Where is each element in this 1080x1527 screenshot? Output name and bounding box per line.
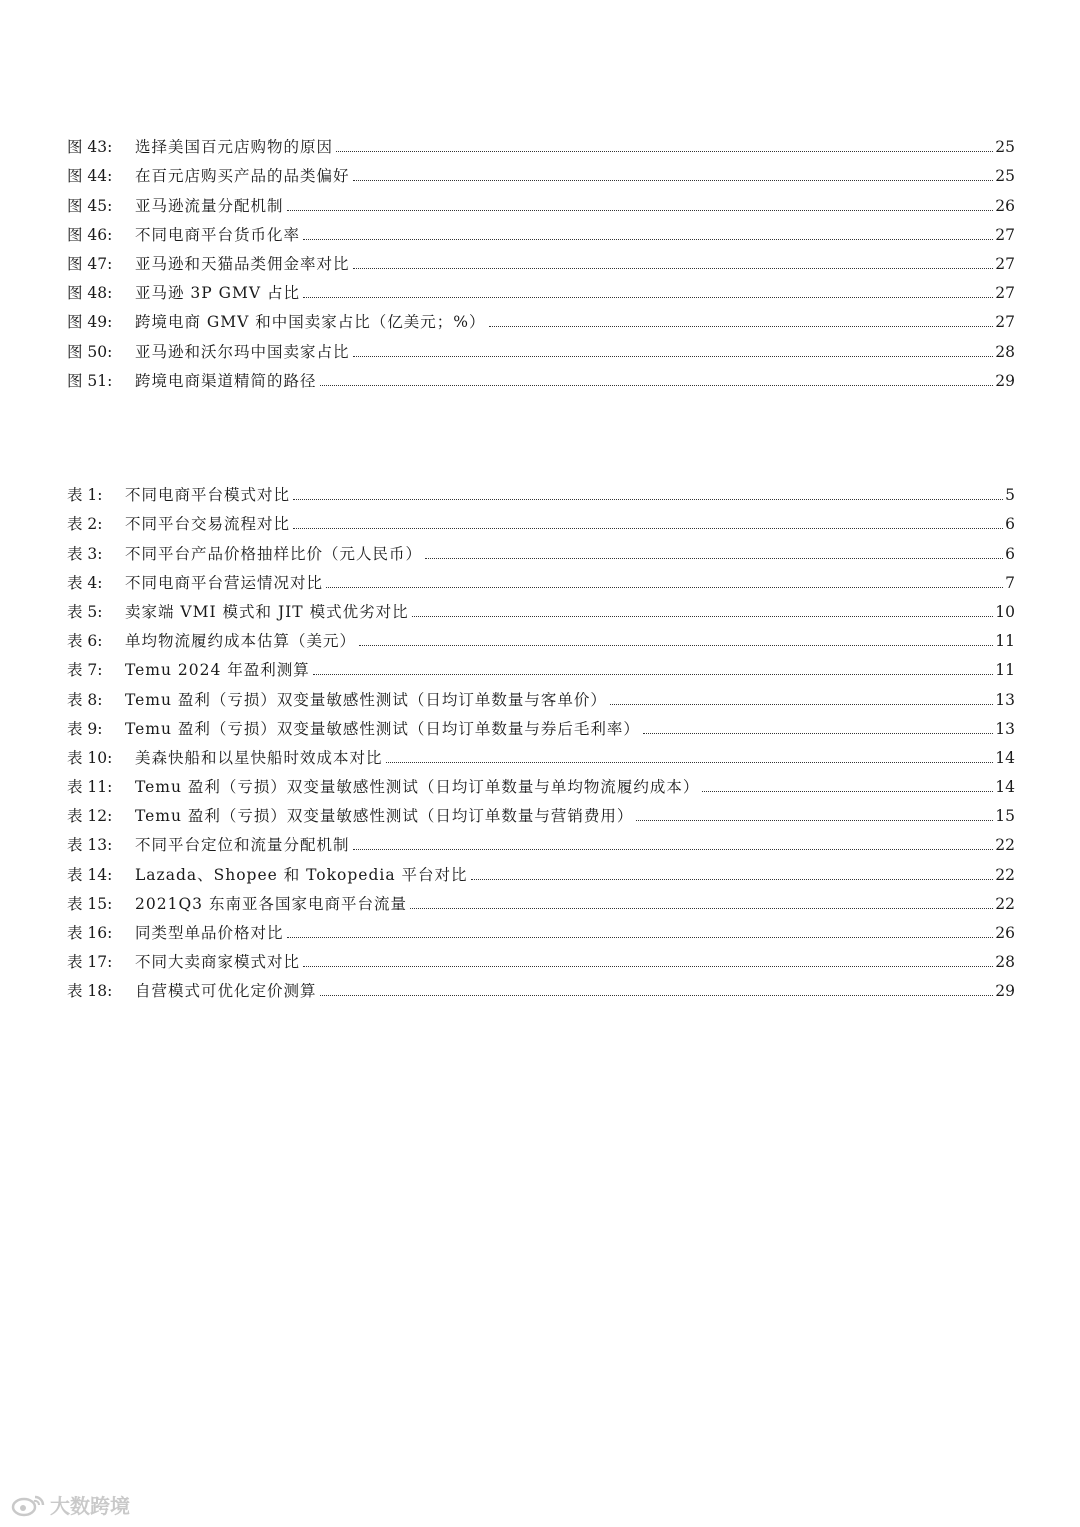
toc-entry-label: 图 51:	[67, 371, 113, 390]
dot-leader	[359, 645, 993, 646]
toc-entry-page-number: 25	[995, 138, 1015, 157]
toc-entry-title: Temu 盈利（亏损）双变量敏感性测试（日均订单数量与单均物流履约成本）	[135, 778, 700, 797]
dot-leader	[412, 616, 994, 617]
watermark	[10, 1490, 130, 1519]
toc-entry-title: 在百元店购买产品的品类偏好	[135, 167, 350, 186]
toc-entry-page-number: 11	[995, 632, 1015, 651]
toc-entry-label: 表 9:	[67, 719, 103, 738]
figure-toc-entry[interactable]	[67, 274, 1015, 303]
dot-leader	[353, 268, 994, 269]
figure-toc-entry[interactable]	[67, 332, 1015, 361]
dot-leader	[386, 762, 994, 763]
toc-entry-title: 不同电商平台模式对比	[125, 486, 291, 505]
toc-entry-page-number: 10	[995, 602, 1015, 621]
toc-entry-page-number: 11	[995, 661, 1015, 680]
dot-leader	[702, 791, 993, 792]
toc-entry-page-number: 28	[995, 953, 1015, 972]
toc-entry-label: 图 43:	[67, 138, 113, 157]
toc-entry-page-number: 6	[1005, 544, 1015, 563]
toc-entry-label: 表 16:	[67, 924, 113, 942]
toc-entry-page-number: 27	[995, 225, 1015, 244]
table-toc-entry[interactable]	[67, 739, 1015, 768]
toc-entry-page-number: 6	[1005, 515, 1015, 534]
table-toc-entry[interactable]	[67, 914, 1015, 943]
toc-entry-page-number: 26	[995, 924, 1015, 942]
figure-toc-entry[interactable]	[67, 186, 1015, 215]
table-toc-entry[interactable]	[67, 476, 1015, 505]
dot-leader	[353, 180, 994, 181]
table-toc-entry[interactable]	[67, 797, 1015, 826]
toc-entry-title: 不同电商平台营运情况对比	[125, 573, 324, 592]
table-toc-entry[interactable]	[67, 564, 1015, 593]
toc-entry-title: 跨境电商渠道精简的路径	[135, 371, 317, 390]
toc-entry-title: 亚马逊和天猫品类佣金率对比	[135, 254, 350, 273]
toc-entry-label: 图 44:	[67, 167, 113, 186]
toc-entry-title: 亚马逊 3P GMV 占比	[135, 284, 301, 303]
toc-entry-label: 表 8:	[67, 690, 103, 709]
figure-toc-entry[interactable]	[67, 128, 1015, 157]
toc-entry-label: 图 49:	[67, 313, 113, 332]
toc-entry-title: 不同平台定位和流量分配机制	[135, 836, 350, 855]
toc-entry-title: Temu 盈利（亏损）双变量敏感性测试（日均订单数量与客单价）	[125, 690, 607, 709]
dot-leader	[425, 558, 1003, 559]
dot-leader	[303, 297, 993, 298]
toc-entry-title: 不同大卖商家模式对比	[135, 953, 301, 972]
toc-entry-page-number: 28	[995, 342, 1015, 361]
toc-entry-label: 表 18:	[67, 982, 113, 1001]
toc-entry-label: 表 6:	[67, 632, 103, 651]
toc-entry-title: 亚马逊和沃尔玛中国卖家占比	[135, 342, 350, 361]
toc-entry-label: 图 47:	[67, 254, 113, 273]
toc-entry-label: 图 45:	[67, 196, 113, 215]
toc-entry-title: Temu 盈利（亏损）双变量敏感性测试（日均订单数量与营销费用）	[135, 807, 634, 826]
table-toc-entry[interactable]	[67, 885, 1015, 914]
toc-entry-label: 表 5:	[67, 602, 103, 621]
dot-leader	[353, 849, 994, 850]
toc-entry-title: 2021Q3 东南亚各国家电商平台流量	[135, 894, 407, 913]
toc-entry-page-number: 26	[995, 196, 1015, 215]
toc-entry-title: Temu 盈利（亏损）双变量敏感性测试（日均订单数量与券后毛利率）	[125, 719, 640, 738]
toc-entry-label: 表 13:	[67, 836, 113, 855]
dot-leader	[313, 674, 993, 675]
dot-leader	[287, 937, 994, 938]
table-toc-entry[interactable]	[67, 622, 1015, 651]
figure-toc-entry[interactable]	[67, 362, 1015, 391]
dot-leader	[410, 908, 993, 909]
toc-entry-label: 表 7:	[67, 661, 103, 680]
table-toc-entry[interactable]	[67, 943, 1015, 972]
dot-leader	[489, 326, 994, 327]
toc-entry-page-number: 22	[995, 836, 1015, 855]
toc-entry-label: 表 4:	[67, 573, 103, 592]
toc-entry-label: 图 48:	[67, 284, 113, 303]
dot-leader	[610, 704, 993, 705]
toc-entry-page-number: 27	[995, 254, 1015, 273]
table-toc-entry[interactable]	[67, 651, 1015, 680]
dot-leader	[320, 995, 994, 996]
toc-entry-page-number: 7	[1005, 573, 1015, 592]
figure-toc-entry[interactable]	[67, 303, 1015, 332]
dot-leader	[636, 820, 993, 821]
dot-leader	[353, 356, 994, 357]
toc-entry-page-number: 13	[995, 719, 1015, 738]
toc-entry-page-number: 22	[995, 894, 1015, 913]
table-toc-entry[interactable]	[67, 505, 1015, 534]
toc-entry-page-number: 14	[995, 778, 1015, 797]
toc-entry-label: 表 10:	[67, 748, 113, 767]
dot-leader	[293, 499, 1003, 500]
table-index	[67, 476, 1015, 1001]
toc-entry-page-number: 22	[995, 865, 1015, 884]
toc-entry-label: 表 2:	[67, 515, 103, 534]
figure-toc-entry[interactable]	[67, 245, 1015, 274]
dot-leader	[326, 587, 1003, 588]
toc-entry-page-number: 15	[995, 807, 1015, 826]
toc-entry-title: 自营模式可优化定价测算	[135, 982, 317, 1001]
toc-entry-title: 同类型单品价格对比	[135, 924, 284, 942]
table-toc-entry[interactable]	[67, 972, 1015, 1001]
toc-entry-title: 不同电商平台货币化率	[135, 225, 301, 244]
toc-entry-page-number: 25	[995, 167, 1015, 186]
toc-entry-label: 表 14:	[67, 865, 113, 884]
toc-entry-title: Lazada、Shopee 和 Tokopedia 平台对比	[135, 865, 468, 884]
dot-leader	[643, 733, 993, 734]
watermark-text: 大数跨境	[50, 1494, 130, 1518]
toc-entry-title: 卖家端 VMI 模式和 JIT 模式优劣对比	[125, 602, 409, 621]
dot-leader	[287, 210, 994, 211]
dot-leader	[293, 528, 1003, 529]
table-toc-entry[interactable]	[67, 593, 1015, 622]
toc-entry-label: 图 50:	[67, 342, 113, 361]
toc-entry-label: 表 17:	[67, 953, 113, 972]
toc-entry-label: 表 1:	[67, 486, 103, 505]
toc-entry-page-number: 13	[995, 690, 1015, 709]
dot-leader	[336, 151, 993, 152]
dot-leader	[471, 879, 994, 880]
toc-entry-page-number: 14	[995, 748, 1015, 767]
toc-entry-page-number: 29	[995, 371, 1015, 390]
figure-index	[67, 128, 1015, 391]
figure-toc-entry[interactable]	[67, 157, 1015, 186]
toc-entry-title: Temu 2024 年盈利测算	[125, 661, 310, 680]
dot-leader	[303, 239, 993, 240]
dot-leader	[303, 966, 993, 967]
toc-entry-label: 表 12:	[67, 807, 113, 826]
figure-toc-entry[interactable]	[67, 216, 1015, 245]
weibo-logo-icon	[10, 1493, 46, 1517]
toc-entry-title: 跨境电商 GMV 和中国卖家占比（亿美元；%）	[135, 313, 486, 332]
table-toc-entry[interactable]	[67, 710, 1015, 739]
toc-entry-label: 表 3:	[67, 544, 103, 563]
table-toc-entry[interactable]	[67, 768, 1015, 797]
dot-leader	[320, 385, 994, 386]
toc-entry-page-number: 27	[995, 284, 1015, 303]
toc-entry-title: 选择美国百元店购物的原因	[135, 138, 334, 157]
table-toc-entry[interactable]	[67, 826, 1015, 855]
toc-entry-title: 不同平台交易流程对比	[125, 515, 291, 534]
toc-entry-page-number: 27	[995, 313, 1015, 332]
toc-entry-label: 表 11:	[67, 778, 113, 797]
toc-entry-title: 亚马逊流量分配机制	[135, 196, 284, 215]
toc-entry-label: 图 46:	[67, 225, 113, 244]
table-toc-entry[interactable]	[67, 680, 1015, 709]
toc-entry-title: 不同平台产品价格抽样比价（元人民币）	[125, 544, 423, 563]
toc-entry-page-number: 5	[1005, 486, 1015, 505]
toc-entry-page-number: 29	[995, 982, 1015, 1001]
toc-entry-title: 单均物流履约成本估算（美元）	[125, 632, 357, 651]
toc-entry-title: 美森快船和以星快船时效成本对比	[135, 748, 383, 767]
table-toc-entry[interactable]	[67, 534, 1015, 563]
table-toc-entry[interactable]	[67, 855, 1015, 884]
toc-entry-label: 表 15:	[67, 894, 113, 913]
